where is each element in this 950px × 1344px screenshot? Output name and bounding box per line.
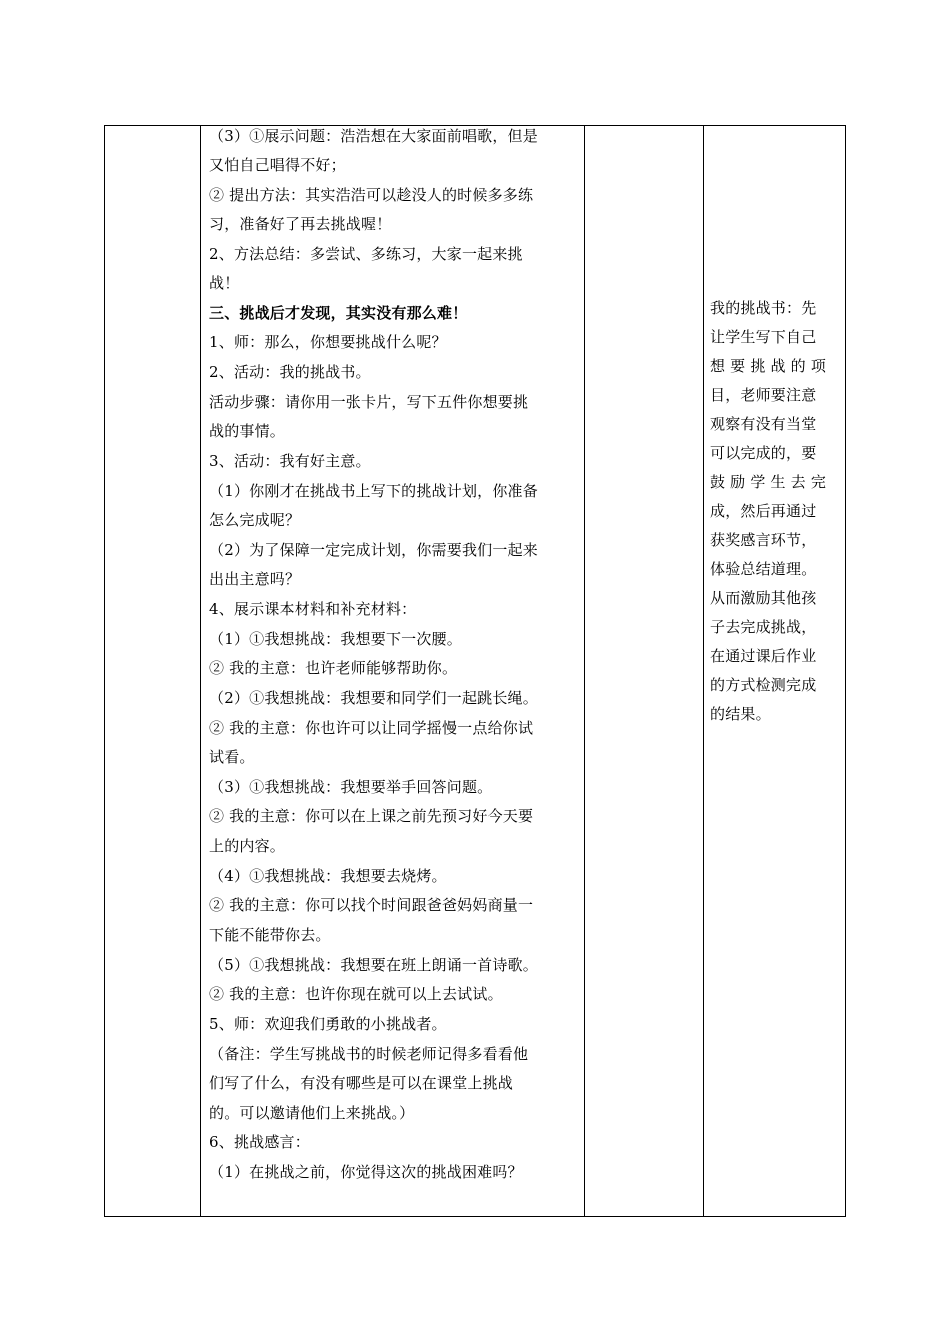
text-line: 上的内容。 (209, 837, 286, 855)
note-line: 鼓 励 学 生 去 完 (710, 473, 827, 491)
text-line: 活动步骤：请你用一张卡片，写下五件你想要挑 (209, 393, 529, 411)
text-line: （3）①我想挑战：我想要举手回答问题。 (209, 778, 493, 796)
text-line: 6、挑战感言： (209, 1133, 310, 1151)
lesson-plan-table (104, 125, 846, 1217)
note-line: 从而激励其他孩 (710, 589, 817, 607)
text-line: ② 我的主意：你也许可以让同学摇慢一点给你试 (209, 719, 534, 737)
text-line: 战！ (209, 274, 240, 292)
text-line: 出出主意吗？ (209, 570, 301, 588)
text-line: 战的事情。 (209, 422, 286, 440)
text-line: （5）①我想挑战：我想要在班上朗诵一首诗歌。 (209, 956, 538, 974)
text-line: 们写了什么，有没有哪些是可以在课堂上挑战 (209, 1074, 514, 1092)
note-line: 让学生写下自己 (710, 328, 817, 346)
text-line: 4、展示课本材料和补充材料： (209, 600, 417, 618)
text-line: 1、师：那么，你想要挑战什么呢？ (209, 333, 447, 351)
column-divider (584, 126, 585, 1216)
column-divider (703, 126, 704, 1216)
note-line: 想 要 挑 战 的 项 (710, 357, 827, 375)
text-line: （2）①我想挑战：我想要和同学们一起跳长绳。 (209, 689, 538, 707)
note-line: 成，然后再通过 (710, 502, 817, 520)
text-line: （备注：学生写挑战书的时候老师记得多看看他 (209, 1045, 529, 1063)
text-line: ② 我的主意：你可以在上课之前先预习好今天要 (209, 807, 534, 825)
column-divider (200, 126, 201, 1216)
text-line: ② 我的主意：你可以找个时间跟爸爸妈妈商量一 (209, 896, 534, 914)
text-line: 习，准备好了再去挑战喔！ (209, 215, 392, 233)
text-line: ② 我的主意：也许你现在就可以上去试试。 (209, 985, 503, 1003)
text-line: （3）①展示问题：浩浩想在大家面前唱歌，但是 (209, 127, 538, 145)
text-line: 试看。 (209, 748, 255, 766)
text-line: 2、方法总结：多尝试、多练习，大家一起来挑 (209, 245, 523, 263)
text-line: 怎么完成呢？ (209, 511, 301, 529)
section-heading: 三、挑战后才发现，其实没有那么难！ (209, 304, 468, 322)
text-line: （2）为了保障一定完成计划，你需要我们一起来 (209, 541, 538, 559)
note-line: 目，老师要注意 (710, 386, 817, 404)
text-line: 3、活动：我有好主意。 (209, 452, 371, 470)
text-line: 下能不能带你去。 (209, 926, 331, 944)
text-line: 的。可以邀请他们上来挑战。） (209, 1104, 415, 1122)
note-line: 观察有没有当堂 (710, 415, 817, 433)
text-line: 5、师：欢迎我们勇敢的小挑战者。 (209, 1015, 447, 1033)
text-line: （1）在挑战之前，你觉得这次的挑战困难吗？ (209, 1163, 523, 1181)
note-line: 子去完成挑战， (710, 618, 817, 636)
text-line: ② 我的主意：也许老师能够帮助你。 (209, 659, 458, 677)
note-line: 我的挑战书：先 (710, 299, 817, 317)
text-line: 2、活动：我的挑战书。 (209, 363, 371, 381)
text-line: （1）你刚才在挑战书上写下的挑战计划，你准备 (209, 482, 538, 500)
text-line: 又怕自己唱得不好； (209, 156, 346, 174)
note-line: 的方式检测完成 (710, 676, 817, 694)
text-line: （4）①我想挑战：我想要去烧烤。 (209, 867, 447, 885)
note-line: 获奖感言环节， (710, 531, 817, 549)
text-line: ② 提出方法：其实浩浩可以趁没人的时候多多练 (209, 186, 534, 204)
text-line: （1）①我想挑战：我想要下一次腰。 (209, 630, 462, 648)
note-line: 可以完成的，要 (710, 444, 817, 462)
note-line: 在通过课后作业 (710, 647, 817, 665)
note-line: 的结果。 (710, 705, 771, 723)
note-line: 体验总结道理。 (710, 560, 817, 578)
